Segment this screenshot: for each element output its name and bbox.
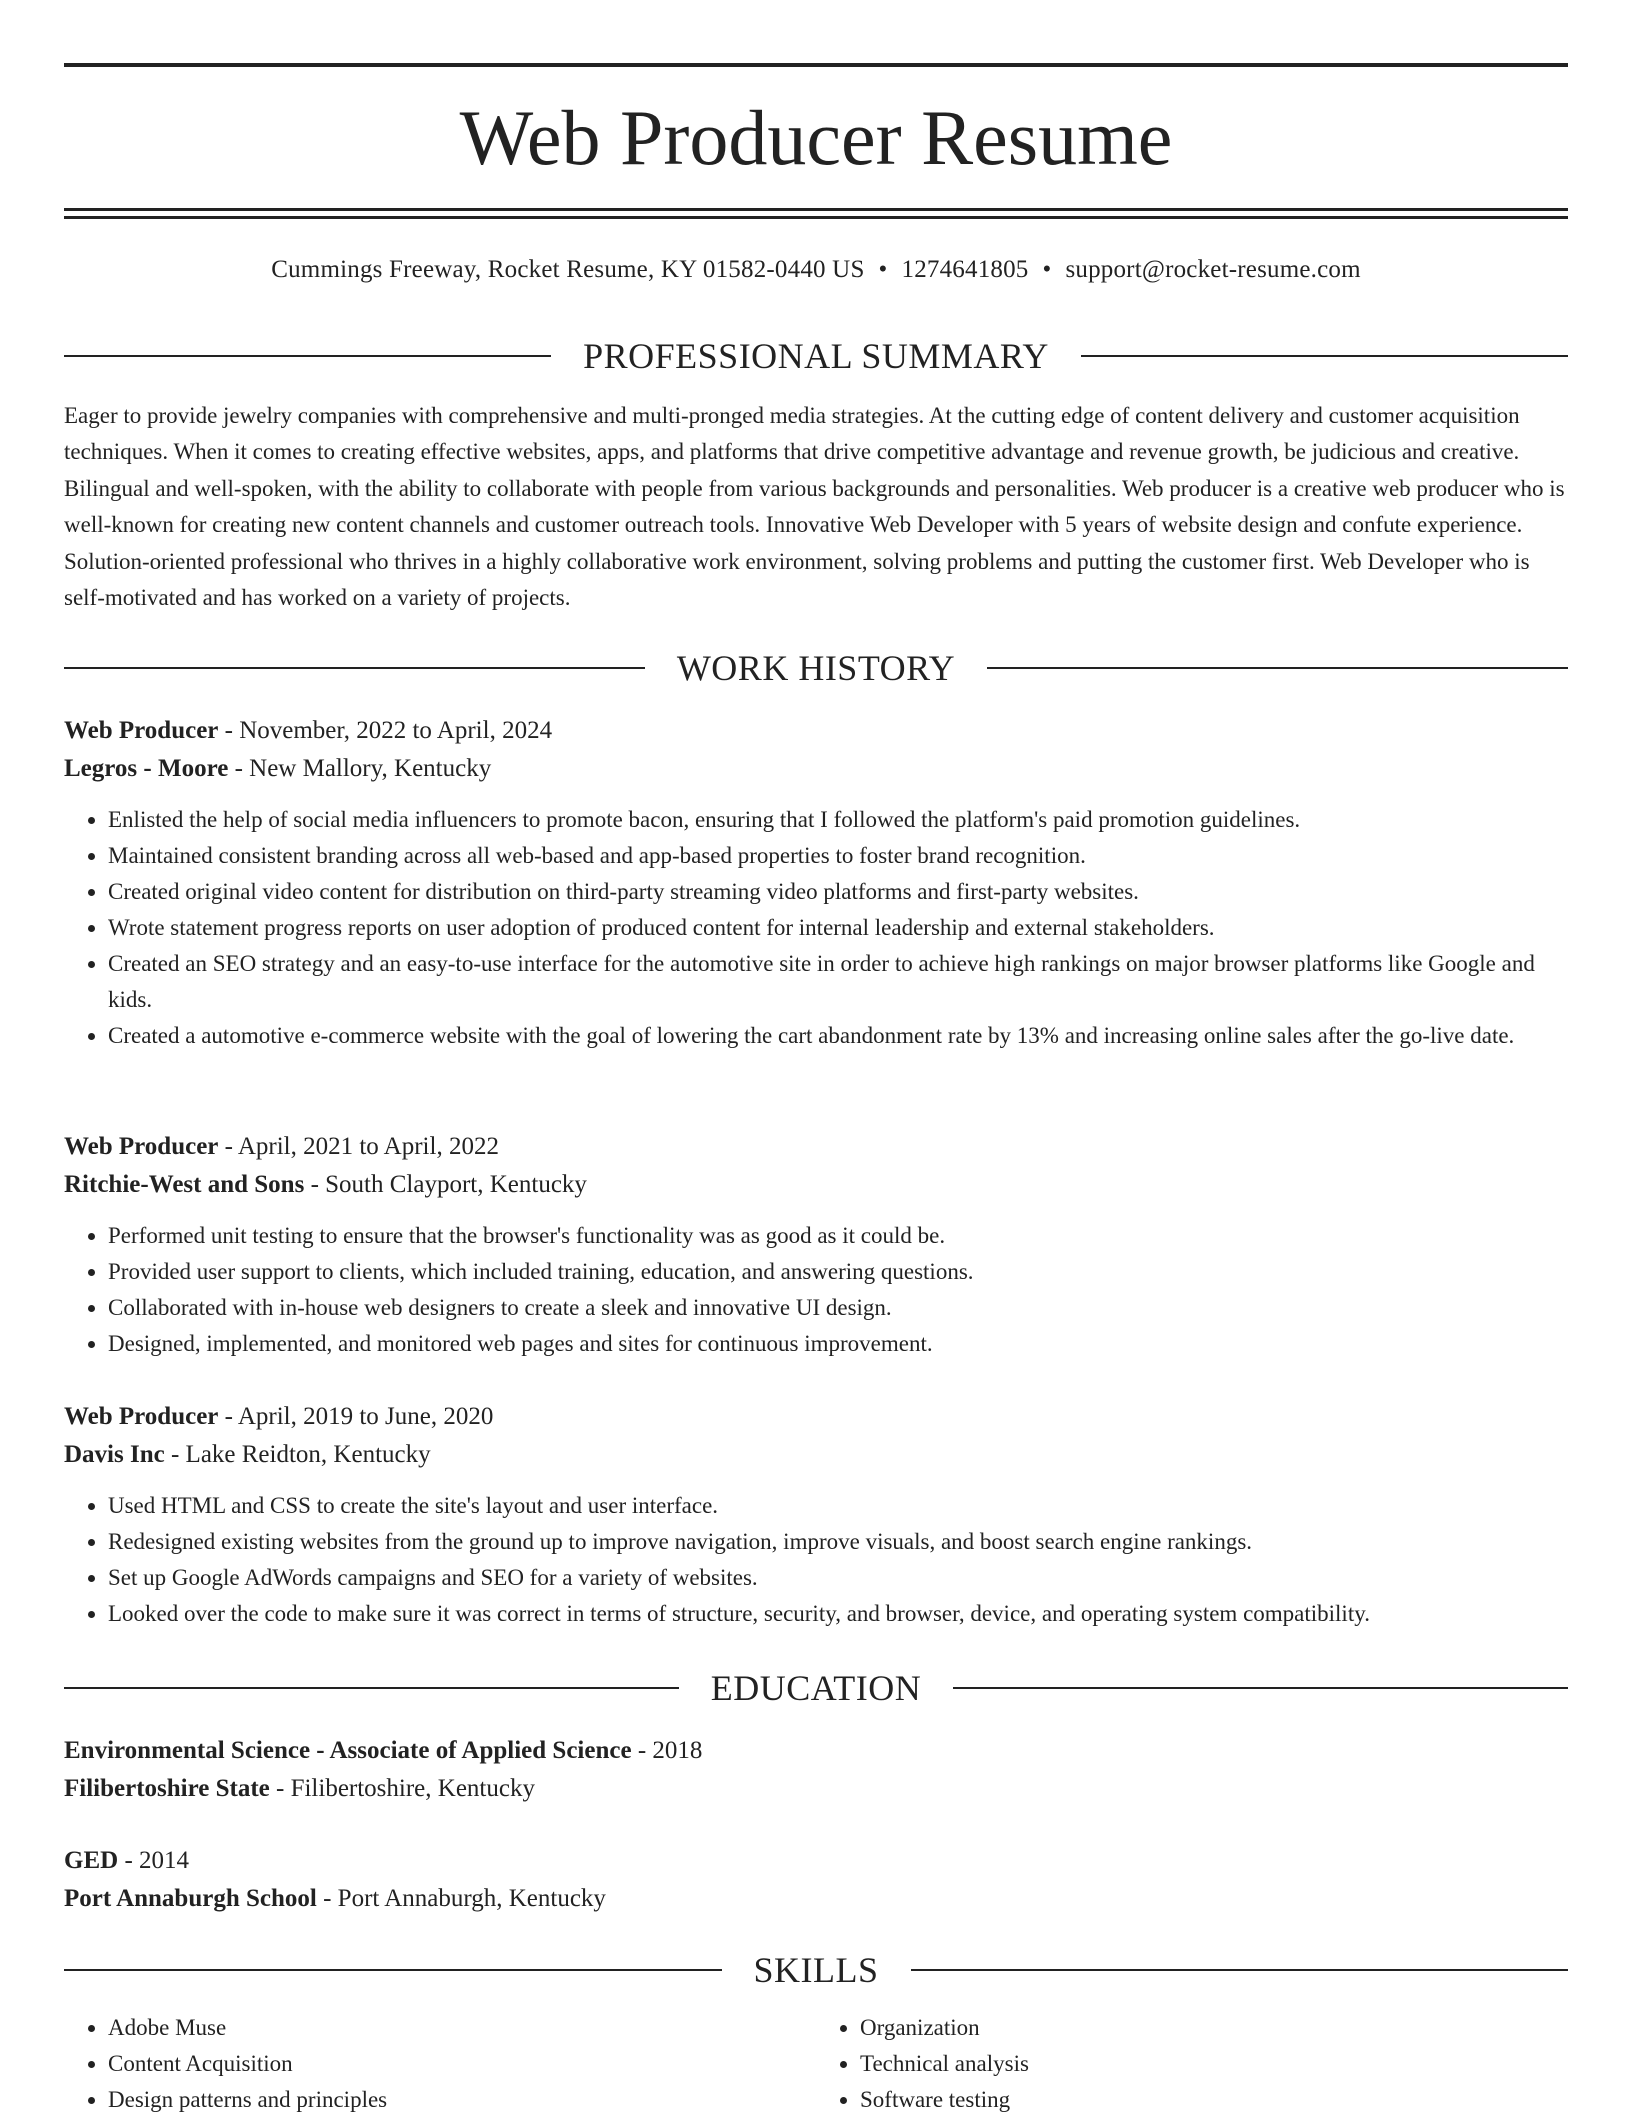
job-bullet: • Collaborated with in-house web designers to create a sleek and innovative UI design. <box>108 1290 1568 1326</box>
education-school-line <box>64 1770 1568 1808</box>
job-title-line <box>64 712 1568 750</box>
job-bullet: • Used HTML and CSS to create the site's layout and user interface. <box>108 1488 1568 1524</box>
skills-column-left <box>64 2010 816 2118</box>
header-double-rule-upper <box>64 208 1568 211</box>
skill-item: • Software testing <box>860 2082 1568 2118</box>
job-bullet: • Looked over the code to make sure it was correct in terms of structure, security, and browser, device, and operating system compatibility. <box>108 1596 1568 1632</box>
job-title-line <box>64 1128 1568 1166</box>
skill-item: • Design patterns and principles <box>108 2082 816 2118</box>
job-bullet: • Set up Google AdWords campaigns and SEO for a variety of websites. <box>108 1560 1568 1596</box>
section-title: WORK HISTORY <box>676 648 956 688</box>
education-school: Port Annaburgh School <box>64 1885 317 1912</box>
skill-item: • Organization <box>860 2010 1568 2046</box>
job-entry <box>64 1128 1568 1362</box>
job-company-line <box>64 750 1568 788</box>
heading-rule-left <box>64 1969 722 1971</box>
header-double-rule-lower <box>64 216 1568 219</box>
job-bullet: • Enlisted the help of social media influencers to promote bacon, ensuring that I followed the platform's paid promotion guidelines. <box>108 802 1568 838</box>
section-heading-education <box>64 1666 1568 1710</box>
skills-grid <box>64 2010 1568 2118</box>
heading-rule-left <box>64 1687 679 1689</box>
header-top-rule <box>64 63 1568 67</box>
heading-rule-right <box>1081 355 1568 357</box>
section-heading-work-history <box>64 646 1568 690</box>
job-title: Web Producer <box>64 717 219 744</box>
skills-column-right <box>816 2010 1568 2118</box>
job-dates: - April, 2019 to June, 2020 <box>218 1403 494 1430</box>
job-bullet: • Created an SEO strategy and an easy-to-use interface for the automotive site in order to achieve high rankings on major browser platforms like Google and kids. <box>108 946 1568 1018</box>
job-company: Davis Inc <box>64 1441 165 1468</box>
job-location: - New Mallory, Kentucky <box>228 755 492 782</box>
job-bullets <box>64 1218 1568 1362</box>
heading-rule-right <box>987 667 1568 669</box>
skill-item: • Content Acquisition <box>108 2046 816 2082</box>
job-bullet: • Created original video content for distribution on third-party streaming video platforms and first-party websites. <box>108 874 1568 910</box>
heading-rule-right <box>953 1687 1568 1689</box>
job-entry <box>64 1398 1568 1632</box>
section-title: EDUCATION <box>710 1668 922 1708</box>
education-degree: GED <box>64 1847 119 1874</box>
education-degree: Environmental Science - Associate of Applied Science <box>64 1737 632 1764</box>
education-year: - 2018 <box>631 1737 703 1764</box>
section-heading-summary <box>64 334 1568 378</box>
education-year: - 2014 <box>118 1847 190 1874</box>
summary-paragraph: Eager to provide jewelry companies with comprehensive and multi-pronged media strategies. At the cutting edge of content delivery and customer acquisition techniques. When it comes to creating effective websites, apps, and platforms that drive competitive advantage and revenue growth, be judicious and creative. Bilingual and well-spoken, with the ability to collaborate with people from various backgrounds and personalities. Web producer is a creative web producer who is well-known for creating new content channels and customer outreach tools. Innovative Web Developer with 5 years of website design and confute experience. Solution-oriented professional who thrives in a highly collaborative work environment, solving problems and putting the customer first. Web Developer who is self-motivated and has worked on a variety of projects. <box>64 403 1565 611</box>
education-location: - Filibertoshire, Kentucky <box>269 1775 535 1802</box>
job-company: Ritchie-West and Sons <box>64 1171 305 1198</box>
job-bullet: • Created a automotive e-commerce website with the goal of lowering the cart abandonment rate by 13% and increasing online sales after the go-live date. <box>108 1018 1568 1054</box>
education-entry <box>64 1732 1568 1808</box>
job-bullets <box>64 802 1568 1054</box>
section-heading-skills <box>64 1948 1568 1992</box>
education-degree-line <box>64 1842 1568 1880</box>
job-title: Web Producer <box>64 1133 219 1160</box>
contact-address: Cummings Freeway, Rocket Resume, KY 01582-0440 US <box>271 256 865 283</box>
job-bullet: • Maintained consistent branding across all web-based and app-based properties to foster brand recognition. <box>108 838 1568 874</box>
job-bullet: • Performed unit testing to ensure that the browser's functionality was as good as it could be. <box>108 1218 1568 1254</box>
education-school: Filibertoshire State <box>64 1775 270 1802</box>
section-title: SKILLS <box>753 1950 879 1990</box>
heading-rule-left <box>64 355 551 357</box>
education-entry <box>64 1842 1568 1918</box>
skill-item: • Technical analysis <box>860 2046 1568 2082</box>
section-title: PROFESSIONAL SUMMARY <box>583 336 1049 376</box>
education-school-line <box>64 1880 1568 1918</box>
job-bullet: • Provided user support to clients, which included training, education, and answering questions. <box>108 1254 1568 1290</box>
job-title-line <box>64 1398 1568 1436</box>
job-company: Legros - Moore <box>64 755 229 782</box>
job-entry <box>64 712 1568 1054</box>
resume-title: Web Producer Resume <box>459 94 1173 181</box>
education-degree-line <box>64 1732 1568 1770</box>
job-location: - Lake Reidton, Kentucky <box>164 1441 431 1468</box>
job-company-line <box>64 1436 1568 1474</box>
job-bullet: • Designed, implemented, and monitored web pages and sites for continuous improvement. <box>108 1326 1568 1362</box>
job-location: - South Clayport, Kentucky <box>304 1171 587 1198</box>
education-location: - Port Annaburgh, Kentucky <box>316 1885 606 1912</box>
contact-separator: • <box>1042 256 1052 283</box>
job-title: Web Producer <box>64 1403 219 1430</box>
job-company-line <box>64 1166 1568 1204</box>
job-bullet: • Wrote statement progress reports on user adoption of produced content for internal leadership and external stakeholders. <box>108 910 1568 946</box>
heading-rule-left <box>64 667 645 669</box>
heading-rule-right <box>911 1969 1569 1971</box>
job-dates: - April, 2021 to April, 2022 <box>218 1133 499 1160</box>
job-bullets <box>64 1488 1568 1632</box>
skill-item: • Adobe Muse <box>108 2010 816 2046</box>
job-bullet: • Redesigned existing websites from the ground up to improve navigation, improve visuals, and boost search engine rankings. <box>108 1524 1568 1560</box>
job-dates: - November, 2022 to April, 2024 <box>218 717 553 744</box>
contact-line <box>64 252 1568 288</box>
contact-phone: 1274641805 <box>901 256 1029 283</box>
contact-email: support@rocket-resume.com <box>1065 256 1361 283</box>
contact-separator: • <box>878 256 888 283</box>
